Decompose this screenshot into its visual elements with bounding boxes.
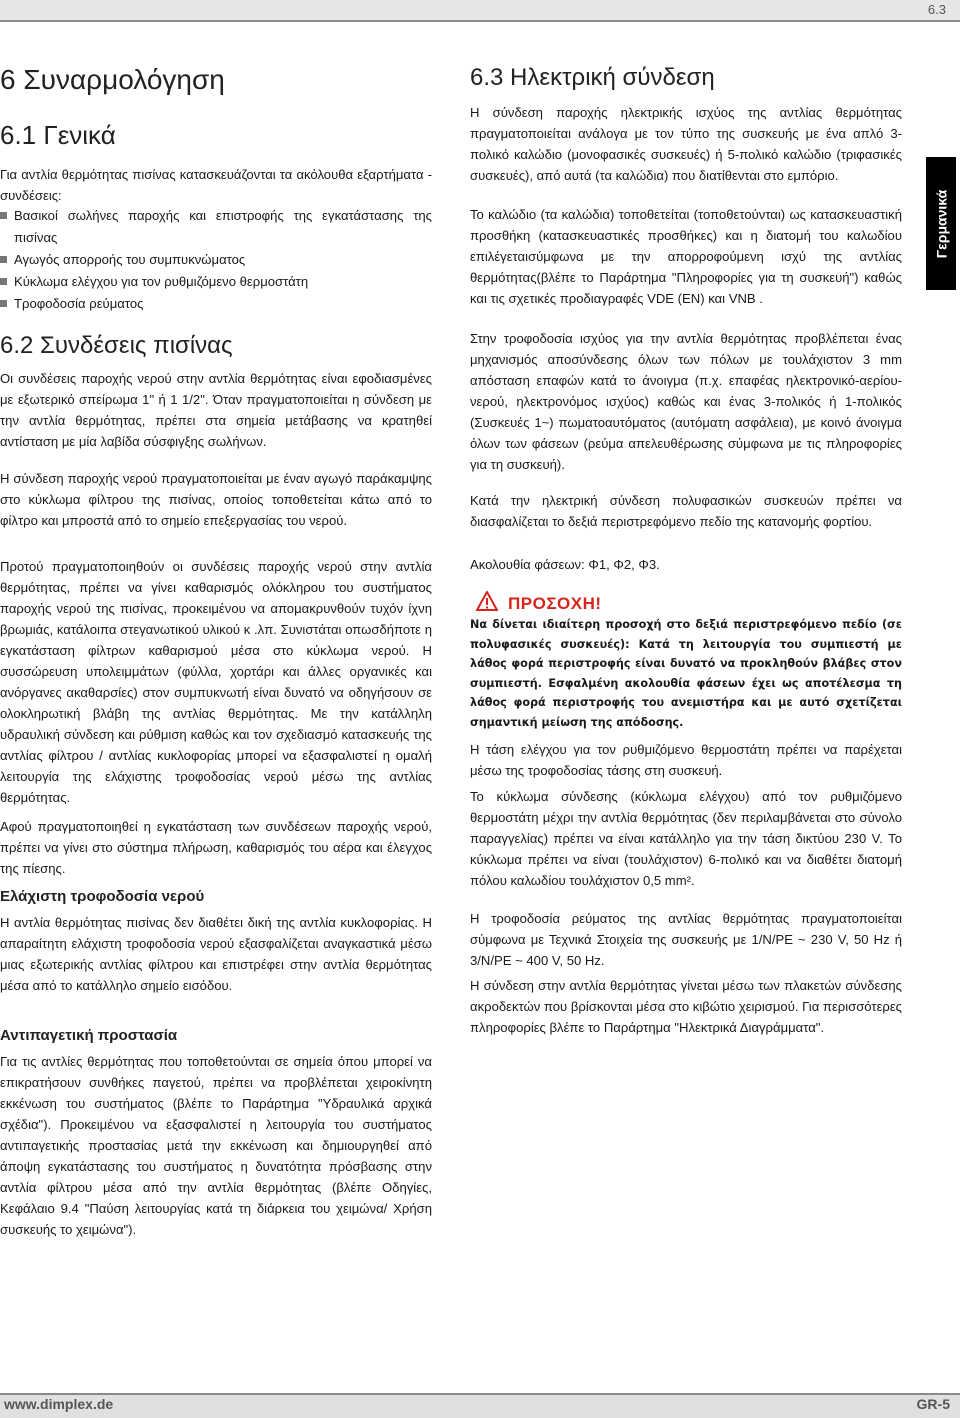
s63-paragraph-6: Η τάση ελέγχου για τον ρυθμιζόμενο θερμοστάτη πρέπει να παρέχεται μέσω της τροφοδοσίας τάσης στη συσκευή.: [470, 742, 902, 778]
language-tab-label: Γερμανικά: [933, 189, 949, 258]
s61-intro: Για αντλία θερμότητας πισίνας κατασκευάζονται τα ακόλουθα εξαρτήματα - συνδέσεις:: [0, 167, 432, 203]
list-item: Αγωγός απορροής του συμπυκνώματος: [0, 249, 432, 271]
footer-band: [0, 1395, 960, 1418]
s63-paragraph-3: Στην τροφοδοσία ισχύος για την αντλία θερμότητας προβλέπεται ένας μηχανισμός αποσύνδεσης όλων των πόλων με τουλάχιστον 3 mm απόσταση επαφών κατά το άνοιγμα (π.χ. επαφέας ηλεκτρονικό-αερίου-νερού, ηλεκτρονόμος ισχύος) καθώς και ένας 3-πολικός ή 1-πολικός (Συσκευές 1~) πωματοαυτόματος (αυτόματη ασφάλεια), με κοινό άνοιγμα όλων των φάσεων (ρεύμα απελευθέρωσης σύμφωνα με τις πληροφορίες για τη συσκευή).: [470, 331, 902, 472]
s63-paragraph-1: Η σύνδεση παροχής ηλεκτρικής ισχύος της αντλίας θερμότητας πραγματοποιείται ανάλογα με τον τύπο της συσκευής με ένα απλό 3-πολικό καλώδιο (μονοφασικές συσκευές) ή 5-πολικό καλώδιο (τριφασικές συσκευές), από αυτά (τα καλώδια) που διατίθενται στο εμπόριο.: [470, 105, 902, 183]
warning-label: ΠΡΟΣΟΧΗ!: [508, 593, 602, 613]
footer-page-number: GR-5: [916, 1396, 950, 1412]
footer-website: www.dimplex.de: [4, 1396, 114, 1412]
s63-paragraph-7: Το κύκλωμα σύνδεσης (κύκλωμα ελέγχου) από τον ρυθμιζόμενο θερμοστάτη μέχρι την αντλία θερμότητας (δεν περιλαμβάνεται στο σύνολο παραγγελίας) πρέπει να είναι κατάλληλο για την τάση δικτύου 230 V. Το κύκλωμα πρέπει να είναι (τουλάχιστον) 6-πολικό και να διαθέτει διατομή πόλου καλωδίου τουλάχιστον 0,5 mm².: [470, 789, 902, 888]
s63-paragraph-9: Η σύνδεση στην αντλία θερμότητας γίνεται μέσω των πλακετών σύνδεσης ακροδεκτών που βρίσκονται μέσα στο κιβώτιο χειρισμού. Για περισσότερες πληροφορίες βλέπε το Παράρτημα "Ηλεκτρικά Διαγράμματα".: [470, 978, 902, 1035]
chapter-title: 6 Συναρμολόγηση: [0, 64, 225, 95]
s63-paragraph-8: Η τροφοδοσία ρεύματος της αντλίας θερμότητας πραγματοποιείται σύμφωνα με Τεχνικά Στοιχεία της συσκευής με 1/N/PE ~ 230 V, 50 Hz ή 3/N/PE ~ 400 V, 50 Hz.: [470, 911, 902, 968]
s63-paragraph-5: Ακολουθία φάσεων: Φ1, Φ2, Φ3.: [470, 557, 660, 572]
s63-paragraph-4: Κατά την ηλεκτρική σύνδεση πολυφασικών συσκευών πρέπει να διασφαλίζεται το δεξιά περιστρεφόμενο πεδίο της κατανομής φορτίου.: [470, 493, 902, 529]
square-bullet-icon: [0, 278, 7, 285]
square-bullet-icon: [0, 212, 7, 219]
s62-paragraph-1: Οι συνδέσεις παροχής νερού στην αντλία θερμότητας είναι εφοδιασμένες με εξωτερικό σπείρωμα 1" ή 1 1/2". Όταν πραγματοποιείται η σύνδεση με την αντλία θερμότητας, πρέπει στα σημεία μετάβασης να κρατηθεί αντίσταση με μία λαβίδα σύσφιγξης σωλήνων.: [0, 371, 432, 449]
min-water-paragraph: Η αντλία θερμότητας πισίνας δεν διαθέτει δική της αντλία κυκλοφορίας. Η απαραίτητη ελάχιστη τροφοδοσία νερού εξασφαλίζεται αναγκαστικά μέσω μιας εξωτερικής αντλίας φίλτρου και επιστρέφει στην αντλία θερμότητας μέσα από το κατάλληλο σημείο εισόδου.: [0, 915, 432, 993]
header-rule: [0, 20, 960, 22]
section-6-3-title: 6.3 Ηλεκτρική σύνδεση: [470, 64, 715, 91]
section-6-2-title: 6.2 Συνδέσεις πισίνας: [0, 332, 233, 359]
square-bullet-icon: [0, 256, 7, 263]
header-page-ref: 6.3: [927, 2, 946, 17]
square-bullet-icon: [0, 300, 7, 307]
header-band: [0, 0, 960, 20]
s61-list: [0, 205, 432, 315]
section-6-1-title: 6.1 Γενικά: [0, 120, 116, 150]
s62-paragraph-4: Αφού πραγματοποιηθεί η εγκατάσταση των συνδέσεων παροχής νερού, πρέπει να γίνει στο σύστημα πλήρωση, καθαρισμός του αέρα και έλεγχος της πίεσης.: [0, 819, 432, 876]
warning-text: Να δίνεται ιδιαίτερη προσοχή στο δεξιά περιστρεφόμενο πεδίο (σε πολυφασικές συσκευές): Κατά τη λειτουργία του συμπιεστή με λάθος φορά περιστροφής είναι δυνατό να προκληθούν βλάβες στον συμπιεστή. Εσφαλμένη ακολουθία φάσεων έχει ως αποτέλεσμα τη λάθος φορά περιστροφής του ανεμιστήρα και με αυτό σχετίζεται σημαντική μείωση της απόδοσης.: [470, 618, 902, 729]
list-item: Τροφοδοσία ρεύματος: [0, 293, 432, 315]
s63-paragraph-2: Το καλώδιο (τα καλώδια) τοποθετείται (τοποθετούνται) ως κατασκευαστική προσθήκη (κατασκευαστικές προσθήκες) και η διατομή του καλωδίου επιλέγεταισύμφωνα με την απορροφούμενη ισχύ της αντλίας θερμότητας(βλέπε το Παράρτημα "Πληροφορίες για τη συσκευή") καθώς και τις σχετικές προδιαγραφές VDE (EN) και VNB .: [470, 207, 902, 306]
s62-paragraph-2: Η σύνδεση παροχής νερού πραγματοποιείται με έναν αγωγό παράκαμψης στο κύκλωμα φίλτρου της πισίνας, οποίος τοποθετείται κάτω από το φίλτρο και μπροστά από το σημείο επεξεργασίας του νερού.: [0, 471, 432, 528]
s62-paragraph-3: Προτού πραγματοποιηθούν οι συνδέσεις παροχής νερού στην αντλία θερμότητας, πρέπει να γίνει καθαρισμός ολόκληρου του συστήματος παροχής νερού της πισίνας, προκειμένου να απομακρυνθούν τυχόν ίχνη βρωμιάς, κατάλοιπα στεγανωτικού υλικού κ .λπ. Συνιστάται οπωσδήποτε η εγκατάσταση φίλτρων καθαρισμού μέσα στο κύκλωμα νερού. Η συσσώρευση υπολειμμάτων (φύλλα, χορτάρι και άλλες οργανικές και ανόργανες ακαθαρσίες) στον συμπυκνωτή είναι δυνατό να οδηγήσουν σε ολοκληρωτική βλάβη της αντλίας θερμότητας. Με την κατάλληλη υδραυλική σύνδεση και ρύθμιση καθώς και τον σχεδιασμό κατασκευής της αντλίας φίλτρου / αντλίας κυκλοφορίας μπορεί να εξασφαλιστεί η ομαλή λειτουργία της ελάχιστης τροφοδοσίας νερού μέσω της αντλίας θερμότητας.: [0, 559, 432, 805]
min-water-title: Ελάχιστη τροφοδοσία νερού: [0, 888, 205, 905]
frost-paragraph: Για τις αντλίες θερμότητας που τοποθετούνται σε σημεία όπου μπορεί να επικρατήσουν συνθήκες παγετού, πρέπει να προβλέπεται χειροκίνητη εκκένωση του συστήματος (βλέπε το Παράρτημα "Υδραυλικά αρχικά σχέδια"). Προκειμένου να εξασφαλιστεί η λειτουργία του συστήματος αντιπαγετικής προστασίας μετά την εκκένωση και δημιουργηθεί από άποψη εγκατάστασης του συστήματος η δυνατότητα πρόσβασης στην αντλία φίλτρου μέσα από την αντλία θερμότητας (βλέπε Οδηγίες, Κεφάλαιο 9.4 "Παύση λειτουργίας κατά τη διάρκεια του χειμώνα/ Χρήση συσκευής το χειμώνα").: [0, 1054, 432, 1237]
warning-header: [476, 591, 602, 616]
list-item: Βασικοί σωλήνες παροχής και επιστροφής της εγκατάστασης της πισίνας: [0, 205, 432, 249]
frost-title: Αντιπαγετική προστασία: [0, 1027, 178, 1044]
warning-triangle-icon: [476, 591, 498, 616]
language-tab: [926, 157, 956, 290]
list-item: Κύκλωμα ελέγχου για τον ρυθμιζόμενο θερμοστάτη: [0, 271, 432, 293]
